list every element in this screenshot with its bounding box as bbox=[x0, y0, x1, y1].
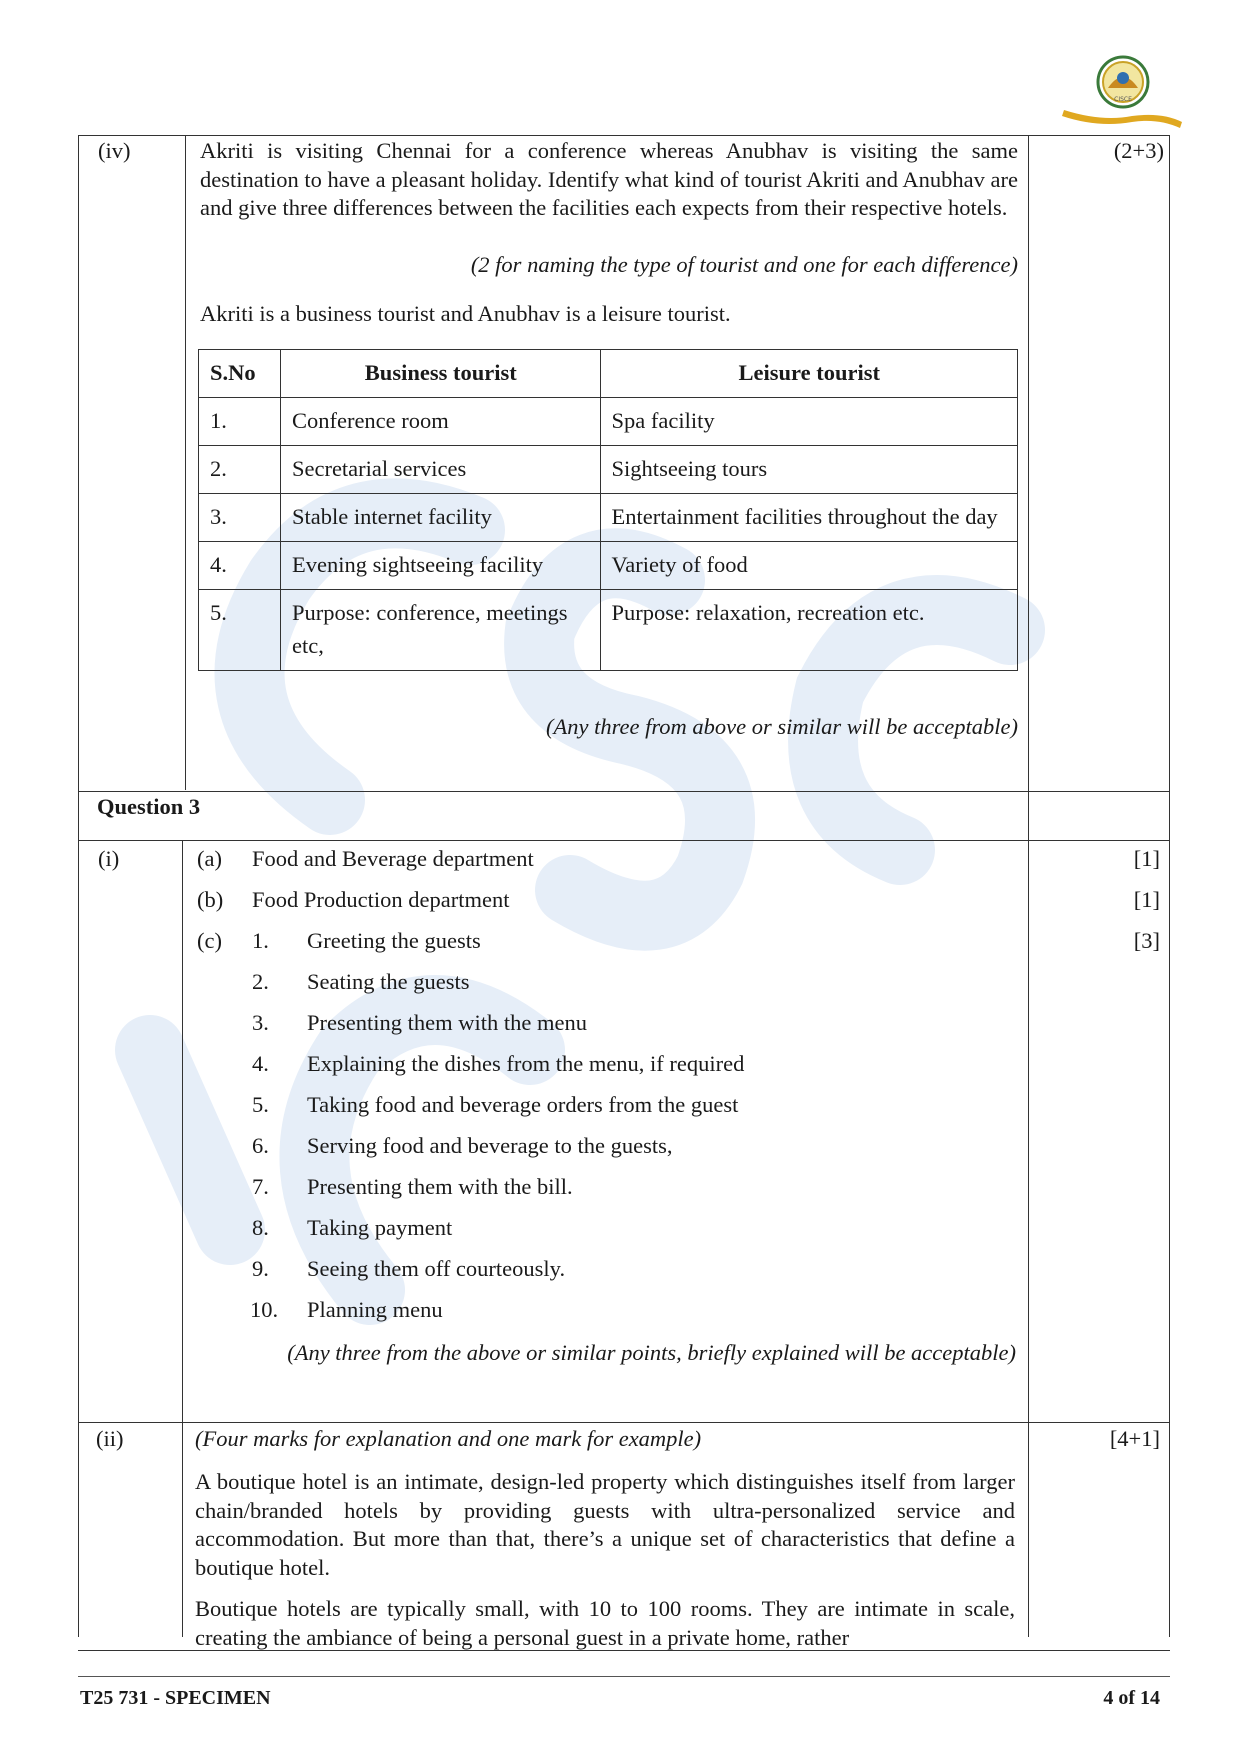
part-i-a-text: Food and Beverage department bbox=[252, 846, 534, 871]
part-i-b-marks: [1] bbox=[1133, 887, 1160, 912]
logo-text: CISCE bbox=[1114, 96, 1132, 103]
tourist-comparison-table bbox=[198, 349, 1018, 671]
footer-page-number: 4 of 14 bbox=[1103, 1687, 1160, 1709]
table-row bbox=[199, 398, 1018, 446]
list-item-number: 1. bbox=[252, 928, 269, 953]
table-header-business: Business tourist bbox=[280, 350, 600, 398]
frame-col1 bbox=[185, 135, 186, 790]
frame-ii-top bbox=[78, 1422, 1170, 1423]
part-iv-acceptance-note: (Any three from above or similar will be acceptable) bbox=[546, 714, 1018, 739]
list-item-number: 2. bbox=[252, 969, 269, 994]
footer-rule bbox=[78, 1676, 1170, 1677]
part-iv-question: Akriti is visiting Chennai for a conference whereas Anubhav is visiting the same destination to have a pleasant holiday. Identify what kind of tourist Akriti and Anubhav are and give three differences between the facilities each expects from their respective hotels. bbox=[200, 138, 1018, 220]
table-header-sno: S.No bbox=[199, 350, 281, 398]
table-cell-leisure: Variety of food bbox=[600, 542, 1017, 590]
list-item: Presenting them with the menu bbox=[307, 1010, 587, 1035]
table-header-leisure: Leisure tourist bbox=[600, 350, 1017, 398]
table-row bbox=[199, 542, 1018, 590]
part-i-label: (i) bbox=[98, 846, 120, 871]
part-iv-label: (iv) bbox=[98, 138, 131, 163]
table-cell-business: Secretarial services bbox=[280, 446, 600, 494]
part-ii-paragraph-1: A boutique hotel is an intimate, design-led property which distinguishes itself from larger chain/branded hotels by providing guests with ultra-personalized service and accommodation. But more than that, there’s a unique set of characteristics that define a boutique hotel. bbox=[195, 1469, 1015, 1580]
table-row bbox=[199, 494, 1018, 542]
frame-col2 bbox=[1028, 135, 1029, 1637]
table-header-row bbox=[199, 350, 1018, 398]
list-item: Planning menu bbox=[307, 1297, 443, 1322]
table-row bbox=[199, 590, 1018, 671]
table-cell-leisure: Sightseeing tours bbox=[600, 446, 1017, 494]
table-cell-leisure: Spa facility bbox=[600, 398, 1017, 446]
list-item: Presenting them with the bill. bbox=[307, 1174, 573, 1199]
table-cell-sno: 4. bbox=[199, 542, 281, 590]
table-cell-sno: 2. bbox=[199, 446, 281, 494]
list-item: Explaining the dishes from the menu, if required bbox=[307, 1051, 745, 1076]
list-item: Greeting the guests bbox=[307, 928, 481, 953]
frame-q3-top bbox=[78, 791, 1170, 792]
part-ii-marking-note: (Four marks for explanation and one mark for example) bbox=[195, 1426, 702, 1451]
part-i-a-marks: [1] bbox=[1133, 846, 1160, 871]
table-cell-leisure: Purpose: relaxation, recreation etc. bbox=[600, 590, 1017, 671]
table-cell-sno: 1. bbox=[199, 398, 281, 446]
part-i-acceptance-note: (Any three from the above or similar points, briefly explained will be acceptable) bbox=[287, 1340, 1016, 1365]
frame-right bbox=[1169, 135, 1170, 1637]
frame-col1b bbox=[182, 840, 183, 1637]
question-3-heading: Question 3 bbox=[97, 794, 201, 819]
table-cell-business: Stable internet facility bbox=[280, 494, 600, 542]
list-item-number: 4. bbox=[252, 1051, 269, 1076]
list-item-number: 8. bbox=[252, 1215, 269, 1240]
table-cell-leisure: Entertainment facilities throughout the day bbox=[600, 494, 1017, 542]
list-item: Seeing them off courteously. bbox=[307, 1256, 566, 1281]
table-cell-business: Evening sightseeing facility bbox=[280, 542, 600, 590]
list-item-number: 5. bbox=[252, 1092, 269, 1117]
table-cell-sno: 3. bbox=[199, 494, 281, 542]
part-i-b-letter: (b) bbox=[197, 887, 224, 912]
part-i-c-letter: (c) bbox=[197, 928, 222, 953]
list-item: Taking food and beverage orders from the guest bbox=[307, 1092, 739, 1117]
table-cell-sno: 5. bbox=[199, 590, 281, 671]
table-cell-business: Conference room bbox=[280, 398, 600, 446]
part-iv-answer: Akriti is a business tourist and Anubhav is a leisure tourist. bbox=[200, 301, 731, 326]
list-item: Taking payment bbox=[307, 1215, 453, 1240]
part-ii-marks: [4+1] bbox=[1109, 1426, 1160, 1451]
frame-q3-bottom bbox=[78, 840, 1170, 841]
part-i-c-marks: [3] bbox=[1133, 928, 1160, 953]
cisce-logo bbox=[1062, 52, 1184, 130]
part-i-b-text: Food Production department bbox=[252, 887, 510, 912]
list-item: Seating the guests bbox=[307, 969, 470, 994]
frame-top bbox=[78, 135, 1170, 136]
list-item: Serving food and beverage to the guests, bbox=[307, 1133, 673, 1158]
footer-code: T25 731 - SPECIMEN bbox=[80, 1687, 271, 1709]
part-ii-label: (ii) bbox=[96, 1426, 124, 1451]
part-iv-marks: (2+3) bbox=[1113, 138, 1164, 163]
list-item-number: 6. bbox=[252, 1133, 269, 1158]
list-item-number: 3. bbox=[252, 1010, 269, 1035]
list-item-number: 9. bbox=[252, 1256, 269, 1281]
part-i-a-letter: (a) bbox=[197, 846, 222, 871]
list-item-number: 7. bbox=[252, 1174, 269, 1199]
list-item-number: 10. bbox=[250, 1297, 279, 1322]
part-ii-paragraph-2: Boutique hotels are typically small, with 10 to 100 rooms. They are intimate in scale, creating the ambiance of being a personal guest in a private home, rather bbox=[195, 1596, 1015, 1650]
table-cell-business: Purpose: conference, meetings etc, bbox=[280, 590, 600, 671]
table-row bbox=[199, 446, 1018, 494]
frame-left bbox=[78, 135, 79, 1637]
part-iv-marking-note: (2 for naming the type of tourist and one for each difference) bbox=[470, 252, 1018, 277]
